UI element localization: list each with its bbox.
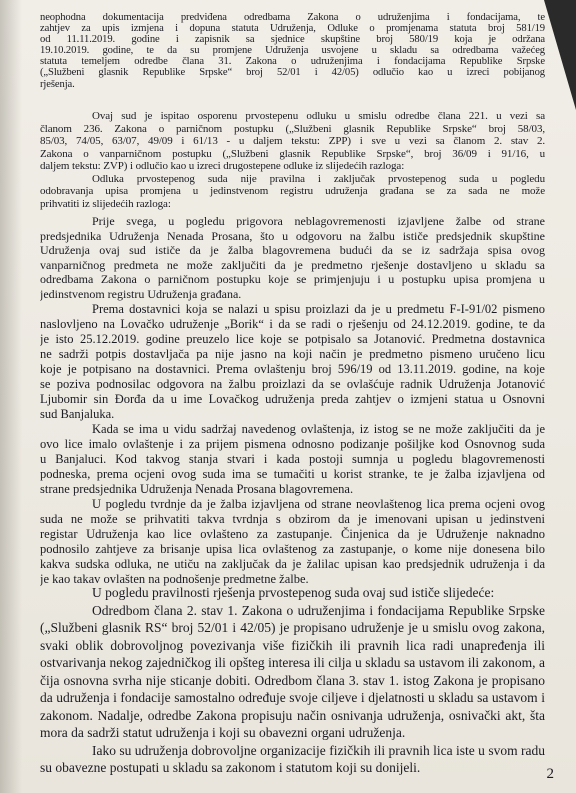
text-line: („Službeni glasnik Republike Srpske“ broj 52/01 i 42/05) odlučio kao u izreci pobijanog [40, 67, 545, 79]
text-line: Iako su udruženja dobrovoljne organizacije fizičkih ili pravnih lica iste u svom radu [92, 742, 545, 758]
text-line: Udruženja ovaj sud ističe da je žalba blagovremena budući da se iz sadržaja spisa ovog [40, 243, 545, 258]
paragraph-block-5 [40, 584, 545, 777]
text-line: da udruženja i fondacije samostalno određuje svoje ciljeve i djelatnosti u skladu sa ustavom i [40, 690, 545, 705]
text-line: Odredbom člana 2. stav 1. Zakona o udruženjima i fondacijama Republike Srpske [92, 602, 545, 618]
text-line: odredbama Zakona o parničnom postupku koje se primjenjuju i u postupku upisa promjena u [40, 272, 545, 287]
text-line: je kao takav ovlašten na podnošenje predmetne žalbe. [40, 572, 309, 586]
text-line: ne sadrži potpis dostavljača pa nije jasno na koji način je predmetno pismeno uručeno licu [40, 347, 545, 361]
text-line: ostvarivanja nekog zajedničkog ili opšteg interesa ili cilja u skladu sa ustavom ili zakonom, a [40, 655, 545, 670]
text-line: čija osnovna svrha nije sticanje dobiti. Odredbom člana 3. stav 1. istog Zakona je propisano [40, 672, 545, 688]
text-line: suda ne može se prihvatiti takva tvrdnja s obzirom da je imenovani upisan u jedinstveni [40, 512, 545, 526]
text-line: zakonom. Nadalje, odredbe Zakona propisuju način osnivanja udruženja, osnivački akt, šta [40, 707, 545, 723]
text-line: podnosilo zahtjeve za brisanje upisa lica ovlaštenog za zastupanje, o kome nije donesena bilo [40, 542, 545, 556]
text-line: U pogledu pravilnosti rješenja prvostepenog suda ovaj sud ističe slijedeće: [92, 585, 495, 600]
text-line: prihvatiti iz slijedećih razloga: [40, 197, 171, 210]
text-line: članom 236. Zakona o parničnom postupku („Službeni glasnik Republike Srpske“ broj 58/03, [40, 122, 545, 135]
text-line: vanparničnog predmeta ne može zaključiti da je predmetno rješenje dostavljeno u skladu sa [40, 257, 545, 272]
text-line: statuta temeljem odredbe člana 31. Zakona o udruženjima i fondacijama Republike Srpske [40, 56, 545, 68]
text-line: U pogledu tvrdnje da je žalba izjavljena od strane neovlaštenog lica prema ocjeni ovog [92, 497, 545, 511]
paragraph-block-3 [40, 214, 545, 302]
text-line: Kada se ima u vidu sadržaj navedenog ovlaštenja, iz istog se ne može zaključiti da je [92, 422, 545, 436]
text-line: je isto 25.12.2019. godine preuzelo lice koje se potpisalo sa Jotanović. Predmetna dostavnica [40, 332, 545, 346]
text-line: u Banjaluci. Kod takvog stanja stvari i kada postoji sumnja u pogledu blagovremenosti [40, 452, 545, 466]
text-line: registar Udruženja kao lice ovlašteno za zastupanje. Činjenica da je Udruženje naknadno [40, 527, 545, 541]
text-line: kakva sudska odluka, ne utiču na zaključak da je žalilac upisan kao predsjednik udruženja i da [40, 557, 545, 571]
text-line: Ljubomir sin Đorđa da u ime Lovačkog udruženja preda zahtjev o izmjeni statua u Osnovni [40, 392, 545, 406]
text-line: 85/03, 74/05, 63/07, 49/09 i 61/13 - u daljem tekstu: ZPP) i sve u vezi sa članom 2. stav 2. [40, 135, 545, 147]
paragraph-block-4 [40, 302, 545, 587]
page-number: 2 [546, 766, 554, 782]
text-line: podneska, prema ocjeni ovog suda ima se tumačiti u korist stranke, te je žalba izjavljena od [40, 467, 545, 481]
text-line: („Službeni glasnik RS“ broj 52/01 i 42/05) je propisano udruženje je u smislu ovog zakona, [40, 620, 545, 635]
paragraph-block-1 [40, 12, 545, 90]
text-line: svaki oblik dobrovoljnog povezivanja više fizičkih ili pravnih lica radi unapređenja ili [40, 637, 545, 653]
text-line: rješenja. [40, 78, 75, 90]
text-line: predsjednika Udruženja Nenada Prosana, što u odgovoru na žalbu ističe predsjednik skupštine [40, 228, 545, 243]
text-line: strane predsjednika Udruženja Nenada Prosana blagovremena. [40, 482, 354, 496]
page-edge-shadow [0, 0, 22, 793]
text-line: Ovaj sud je ispitao osporenu prvostepenu odluku u smislu odredbe člana 221. u vezi sa [92, 110, 545, 122]
text-line: jedinstvenom registru Udruženja građana. [40, 286, 242, 301]
text-line: od 11.11.2019. godine i zapisnik sa sjednice skupštine broj 580/19 koja je održana [40, 34, 545, 46]
text-line: sud Banjaluka. [40, 407, 115, 421]
text-line: Prije svega, u pogledu prigovora neblagovremenosti izjavljene žalbe od strane [92, 214, 545, 228]
text-line: Prema dostavnici koja se nalazi u spisu proizlazi da je u predmetu F-I-91/02 pismeno [92, 302, 545, 316]
text-line: ovo lice imalo ovlaštenje i za prijem pismena odnosno podizanje pošiljke kod Osnovnog suda [40, 437, 545, 451]
text-line: daljem tekstu: ZVP) i odlučio kao u izreci drugostepene odluke iz slijedećih razloga: [40, 160, 405, 172]
folded-corner [544, 0, 576, 110]
paragraph-block-2 [40, 110, 545, 210]
text-line: Zakona o vanparničnom postupku („Službeni glasnik Republike Srpske“, broj 36/09 i 91/16, u [40, 147, 545, 160]
text-line: odobravanja upisa promjena u jedinstvenom registru udruženja građana se za sada ne može [40, 185, 545, 197]
text-line: zahtjev za upis izmjena i dopuna statuta Udruženja, Odluke o promjenama statuta broj 581/19 [40, 23, 545, 35]
text-line: Odluka prvostepenog suda nije pravilna i zaključak prvostepenog suda u pogledu [92, 172, 545, 185]
text-line: se poziva podnosilac odgovora na žalbu proizlazi da se ovlašćuje radnik Udruženja Jotanović [40, 377, 545, 391]
text-line: 19.10.2019. godine, te da su promjene Udruženja usvojene u skladu sa odredbama važećeg [40, 45, 545, 57]
text-line: koje je potpisano na dostavnici. Prema ovlaštenju broj 596/19 od 13.11.2019. godine, na koje [40, 362, 545, 376]
text-line: naslovljeno na Lovačko udruženje „Borik“ i da se radi o rješenju od 24.12.2019. godine, te da [40, 317, 545, 331]
text-line: neophodna dokumentacija predviđena odredbama Zakona o udruženjima i fondacijama, te [40, 12, 545, 23]
text-line: su obavezne postupati u skladu sa zakonom i statutom koji su donijeli. [40, 760, 421, 775]
text-line: mora da sadrži statut udruženja i koji su obavezni organi udruženja. [40, 725, 406, 740]
